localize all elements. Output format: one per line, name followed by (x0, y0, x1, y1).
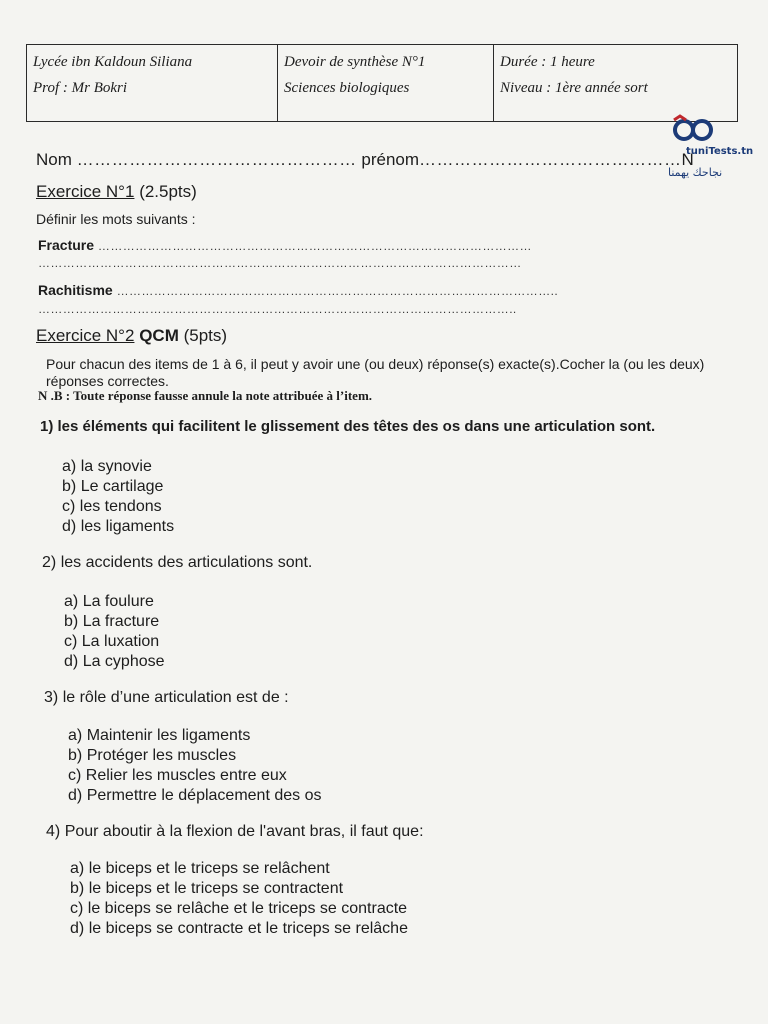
rachitisme-answer-field[interactable]: …………………………………………………………………………………………….. (116, 284, 559, 298)
option-4c[interactable] (70, 900, 407, 918)
exercise2-instruction: Pour chacun des items de 1 à 6, il peut y avoir une (ou deux) réponse(s) exacte(s).Cocher la (ou les deux) réponses correctes. (46, 356, 705, 389)
exercise2-heading (36, 326, 227, 346)
exercise1-instruction: Définir les mots suivants : (36, 211, 196, 227)
option-letter: a) (68, 727, 83, 744)
option-letter: a) (70, 860, 85, 877)
question-number: 3) (44, 689, 59, 706)
option-letter: c) (64, 633, 78, 650)
option-text: le biceps se relâche et le triceps se contracte (87, 900, 408, 917)
question-number: 4) (46, 823, 61, 840)
option-text: les tendons (79, 498, 162, 515)
option-text: Maintenir les ligaments (86, 727, 251, 744)
question-number: 2) (42, 554, 57, 571)
option-2a[interactable] (64, 593, 154, 611)
option-letter: b) (68, 747, 83, 764)
teacher-name: Prof : Mr Bokri (33, 80, 128, 96)
option-letter: a) (64, 593, 79, 610)
exercise2-points: (5pts) (183, 326, 228, 345)
option-letter: b) (62, 478, 77, 495)
exam-title: Devoir de synthèse N°1 (284, 54, 426, 70)
definition-fracture (38, 237, 532, 253)
school-name: Lycée ibn Kaldoun Siliana (33, 54, 193, 70)
fracture-answer-field-2[interactable]: ……………………………………………………………………………………………………… (38, 256, 522, 270)
option-1b[interactable] (62, 478, 163, 496)
prenom-label: prénom (361, 150, 420, 169)
option-1c[interactable] (62, 498, 162, 516)
question-2 (42, 554, 312, 572)
option-4a[interactable] (70, 860, 330, 878)
question-4 (46, 823, 424, 841)
exercise2-type: QCM (139, 326, 179, 345)
option-2d[interactable] (64, 653, 165, 671)
option-4d[interactable] (70, 920, 408, 938)
subject: Sciences biologiques (284, 80, 410, 96)
option-1d[interactable] (62, 518, 174, 536)
option-text: La fracture (82, 613, 160, 630)
option-text: La foulure (82, 593, 154, 610)
option-4b[interactable] (70, 880, 343, 898)
option-3a[interactable] (68, 727, 250, 745)
header-table (26, 44, 738, 122)
question-text: Pour aboutir à la flexion de l'avant bras, il faut que: (64, 823, 424, 840)
option-letter: b) (64, 613, 79, 630)
exercise1-title: Exercice N°1 (36, 182, 135, 201)
option-text: Permettre le déplacement des os (86, 787, 322, 804)
question-text: le rôle d’une articulation est de : (62, 689, 289, 706)
option-3b[interactable] (68, 747, 236, 765)
option-text: La luxation (81, 633, 160, 650)
option-3c[interactable] (68, 767, 287, 785)
exercise2-note: N .B : Toute réponse fausse annule la note attribuée à l’item. (38, 388, 373, 403)
option-text: Le cartilage (80, 478, 164, 495)
option-text: La cyphose (82, 653, 165, 670)
option-letter: b) (70, 880, 85, 897)
question-3 (44, 689, 289, 707)
header-cell-school (27, 45, 277, 121)
option-letter: c) (68, 767, 82, 784)
option-text: le biceps et le triceps se relâchent (88, 860, 330, 877)
logo-tagline: نجاحك يهمنا (668, 166, 723, 179)
fracture-answer-field[interactable]: …………………………………………………………………………………………… (97, 239, 532, 253)
exercise1-heading (36, 182, 197, 202)
option-2b[interactable] (64, 613, 159, 631)
option-letter: d) (64, 653, 79, 670)
question-number: 1) (40, 418, 54, 435)
option-letter: a) (62, 458, 77, 475)
logo-text: tuniTests.tn (686, 146, 754, 157)
option-1a[interactable] (62, 458, 152, 476)
option-letter: c) (62, 498, 76, 515)
header-cell-exam (277, 45, 493, 121)
rachitisme-answer-field-2[interactable]: …………………………………………………………………………………………………….. (38, 302, 517, 316)
option-3d[interactable] (68, 787, 321, 805)
exercise2-title: Exercice N°2 (36, 326, 135, 345)
option-letter: c) (70, 900, 84, 917)
nom-field[interactable]: ………………………………………… (76, 150, 357, 169)
level: Niveau : 1ère année sort (500, 80, 648, 96)
nom-label: Nom (36, 150, 72, 169)
option-letter: d) (68, 787, 83, 804)
option-text: le biceps se contracte et le triceps se relâche (88, 920, 408, 937)
question-1 (40, 418, 655, 435)
option-text: le biceps et le triceps se contractent (88, 880, 344, 897)
option-2c[interactable] (64, 633, 159, 651)
option-text: les ligaments (80, 518, 175, 535)
word-rachitisme: Rachitisme (38, 282, 113, 298)
question-text: les éléments qui facilitent le glissement des têtes des os dans une articulation sont. (57, 418, 656, 435)
duration: Durée : 1 heure (500, 54, 595, 70)
option-text: la synovie (80, 458, 152, 475)
prenom-field[interactable]: ………………………………………N (419, 150, 695, 169)
definition-rachitisme (38, 282, 558, 298)
option-letter: d) (62, 518, 77, 535)
word-fracture: Fracture (38, 237, 95, 253)
option-text: Protéger les muscles (86, 747, 237, 764)
option-letter: d) (70, 920, 85, 937)
header-cell-info (493, 45, 737, 121)
option-text: Relier les muscles entre eux (85, 767, 287, 784)
student-name-line (36, 150, 694, 170)
exercise1-points: (2.5pts) (139, 182, 197, 201)
question-text: les accidents des articulations sont. (60, 554, 313, 571)
